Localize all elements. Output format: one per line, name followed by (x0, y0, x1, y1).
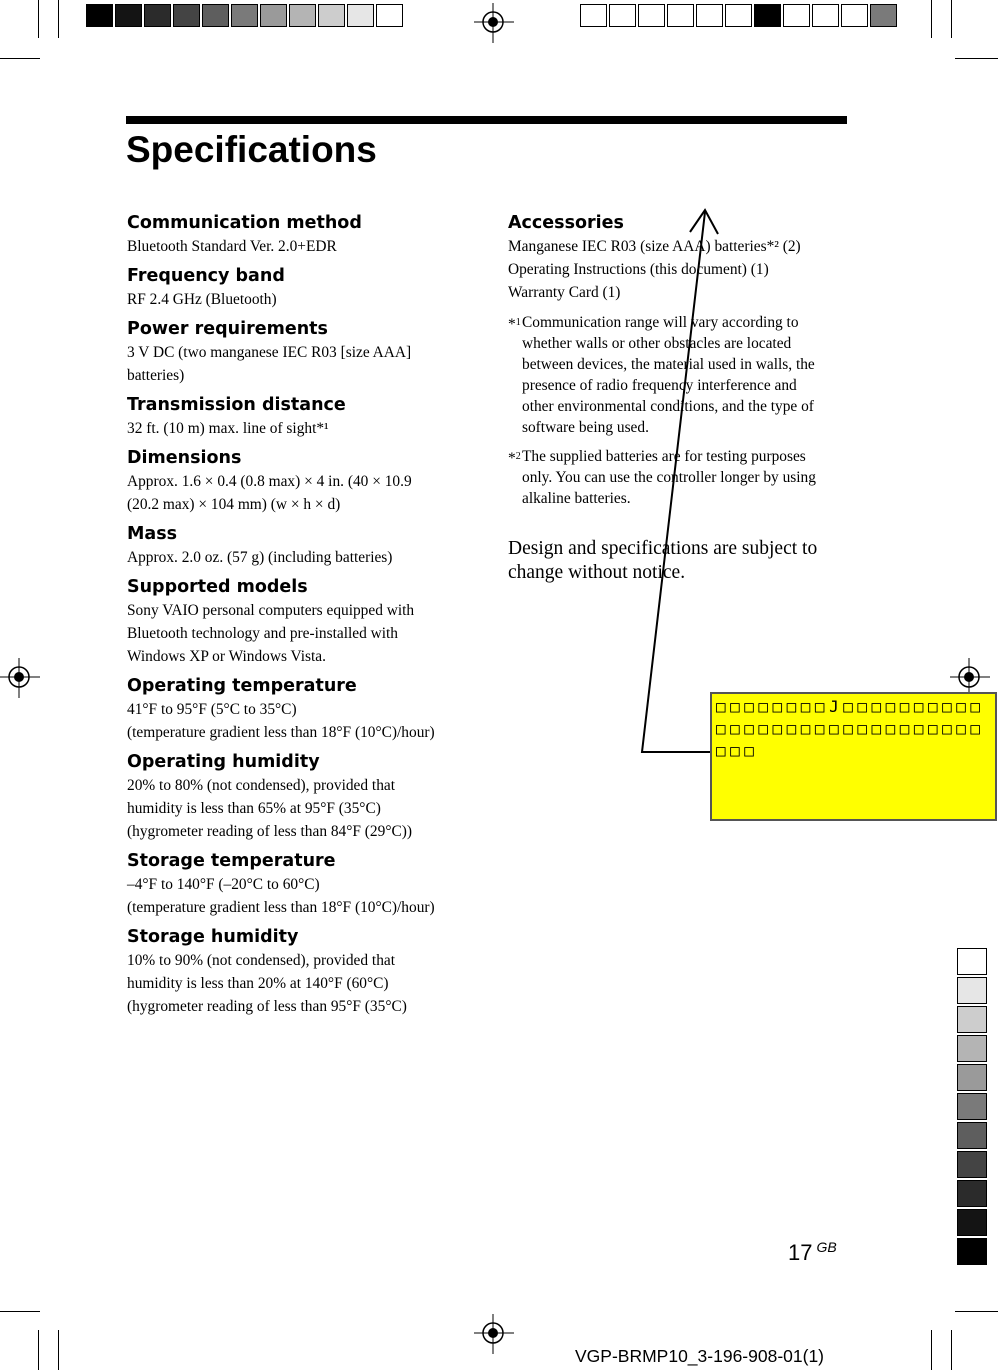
spec-heading: Frequency band (127, 266, 285, 286)
spec-value: 10% to 90% (not condensed), provided that humidity is less than 20% at 140°F (60°C) (hygrometer reading of less than 95°F (35°C) (127, 952, 407, 1015)
spec-heading: Operating humidity (127, 752, 320, 772)
spec-value: Sony VAIO personal computers equipped with Bluetooth technology and pre-installed with Windows XP or Windows Vista. (127, 602, 415, 665)
spec-value: –4°F to 140°F (–20°C to 60°C) (temperature gradient less than 18°F (10°C)/hour) (127, 876, 435, 916)
spec-value: Bluetooth Standard Ver. 2.0+EDR (127, 238, 337, 255)
spec-heading: Transmission distance (127, 395, 346, 415)
accessory-item: Warranty Card (1) (508, 284, 621, 301)
accessories-heading: Accessories (508, 213, 624, 233)
spec-value: 32 ft. (10 m) max. line of sight*¹ (127, 420, 329, 437)
spec-value: 3 V DC (two manganese IEC R03 [size AAA] batteries) (127, 344, 412, 384)
accessory-item: Manganese IEC R03 (size AAA) batteries*² (2) (508, 238, 801, 255)
spec-heading: Mass (127, 524, 178, 544)
accessory-item: Operating Instructions (this document) (1) (508, 261, 769, 278)
spec-heading: Storage humidity (127, 927, 299, 947)
spec-heading: Supported models (127, 577, 308, 597)
spec-value: Approx. 2.0 oz. (57 g) (including batteries) (127, 549, 393, 566)
spec-heading: Storage temperature (127, 851, 336, 871)
spec-value: 41°F to 95°F (5°C to 35°C) (temperature gradient less than 18°F (10°C)/hour) (127, 701, 435, 741)
spec-heading: Dimensions (127, 448, 242, 468)
page-number: 17 $^{GB}$ (788, 1239, 837, 1265)
spec-value: 20% to 80% (not condensed), provided that humidity is less than 65% at 95°F (35°C) (hygrometer reading of less than 84°F (29°C)) (127, 777, 412, 840)
footnote: *$^2$ The supplied batteries are for testing purposes only. You can use the controller longer by using alkaline batteries. (508, 448, 816, 507)
spec-value: RF 2.4 GHz (Bluetooth) (127, 291, 277, 308)
spec-value: Approx. 1.6 × 0.4 (0.8 max) × 4 in. (40 × 10.9 (20.2 max) × 104 mm) (w × h × d) (127, 473, 412, 513)
spec-heading: Operating temperature (127, 676, 357, 696)
spec-heading: Communication method (127, 213, 362, 233)
design-notice: Design and specifications are subject to change without notice. (508, 538, 818, 583)
page-title: Specifications (126, 129, 377, 170)
document-id: VGP-BRMP10_3-196-908-01(1) (575, 1346, 825, 1366)
sticky-note[interactable]: □□□□□□□□J□□□□□□□□□□□□□□□□□□□□□□□□□□□□□□□□ (710, 692, 997, 821)
footnote: *$^1$ Communication range will vary according to whether walls or other obstacles are located between devices, the material used in walls, the presence of radio frequency interference and other environmental conditions, and the type of software being used. (508, 314, 815, 436)
spec-heading: Power requirements (127, 319, 328, 339)
